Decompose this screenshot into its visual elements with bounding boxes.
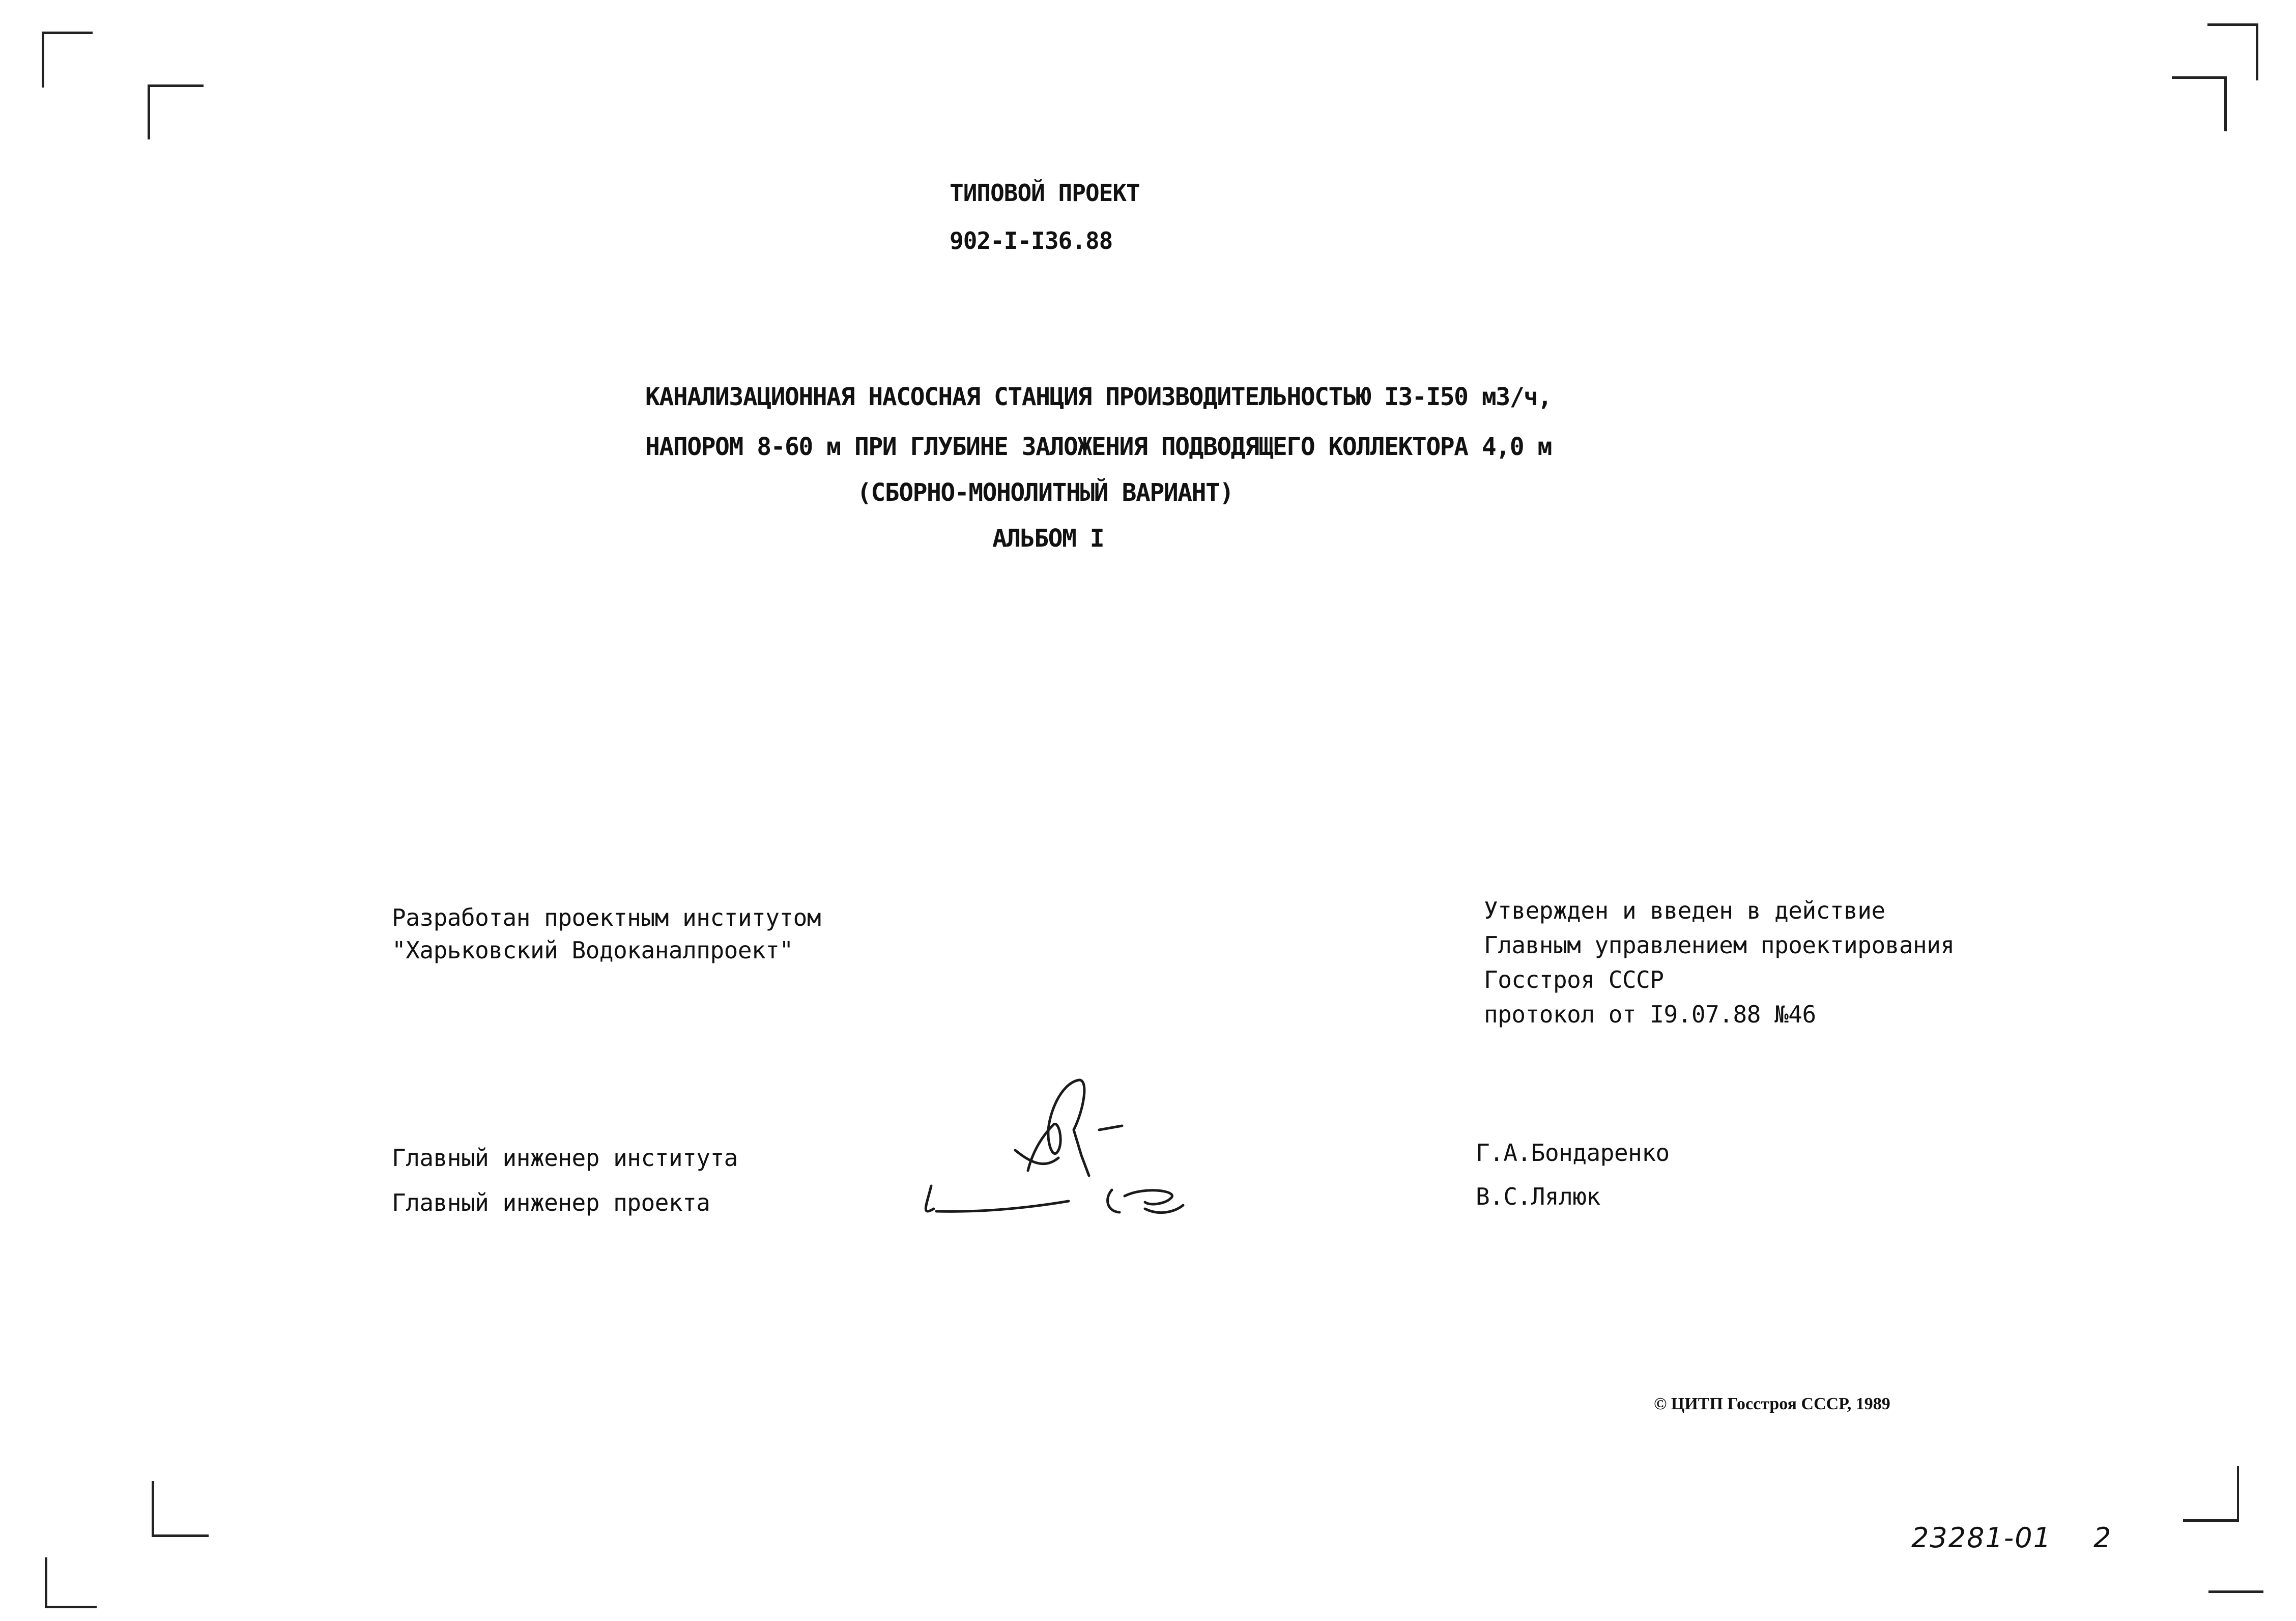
crop-mark-top-right-inner-h bbox=[2172, 76, 2227, 79]
signatory-role-2: Главный инженер проекта bbox=[392, 1189, 710, 1216]
album-label: АЛЬБОМ I bbox=[992, 524, 1104, 553]
title-line-1: КАНАЛИЗАЦИОННАЯ НАСОСНАЯ СТАНЦИЯ ПРОИЗВОДИТЕЛЬНОСТЬЮ I3-I50 м3/ч, bbox=[645, 383, 1552, 411]
crop-mark-bottom-right-outer-h bbox=[2208, 1590, 2263, 1593]
crop-mark-top-right-inner-v bbox=[2224, 76, 2227, 131]
crop-mark-top-left-inner-v bbox=[148, 84, 150, 139]
crop-mark-bottom-left-outer-h bbox=[45, 1606, 97, 1608]
crop-mark-bottom-left-outer-v bbox=[45, 1557, 47, 1608]
project-type: ТИПОВОЙ ПРОЕКТ bbox=[950, 179, 1140, 207]
approval-line-2: Главным управлением проектирования bbox=[1484, 931, 1955, 959]
project-number: 902-I-I36.88 bbox=[950, 227, 1113, 254]
signatory-role-1: Главный инженер института bbox=[392, 1144, 738, 1172]
approval-line-1: Утвержден и введен в действие bbox=[1484, 897, 1885, 924]
crop-mark-top-left-outer-v bbox=[42, 32, 44, 88]
crop-mark-top-left-outer-h bbox=[42, 32, 93, 34]
title-line-2: НАПОРОМ 8-60 м ПРИ ГЛУБИНЕ ЗАЛОЖЕНИЯ ПОДВОДЯЩЕГО КОЛЛЕКТОРА 4,0 м bbox=[645, 433, 1552, 461]
crop-mark-bottom-left-inner-h bbox=[152, 1534, 209, 1537]
page-number: 2 bbox=[2093, 1522, 2112, 1554]
developer-line-1: Разработан проектным институтом bbox=[392, 904, 821, 931]
copyright-notice: © ЦИТП Госстроя СССР, 1989 bbox=[1654, 1395, 1890, 1413]
crop-mark-bottom-right-inner-v bbox=[2237, 1466, 2239, 1522]
crop-mark-top-right-outer-v bbox=[2256, 23, 2258, 80]
crop-mark-bottom-left-inner-v bbox=[152, 1481, 154, 1537]
crop-mark-top-left-inner-h bbox=[148, 84, 204, 87]
signatory-name-2: В.С.Лялюк bbox=[1476, 1183, 1600, 1210]
document-number: 23281-01 bbox=[1911, 1522, 2052, 1554]
developer-line-2: "Харьковский Водоканалпроект" bbox=[392, 936, 793, 964]
signatory-name-1: Г.А.Бондаренко bbox=[1476, 1139, 1670, 1167]
approval-line-4: протокол от I9.07.88 №46 bbox=[1484, 1001, 1816, 1028]
handwritten-signature bbox=[906, 1069, 1191, 1232]
approval-line-3: Госстроя СССР bbox=[1484, 966, 1664, 993]
crop-mark-bottom-right-inner-h bbox=[2183, 1519, 2239, 1522]
title-line-3: (СБОРНО-МОНОЛИТНЫЙ ВАРИАНТ) bbox=[857, 478, 1233, 507]
crop-mark-top-right-outer-h bbox=[2207, 23, 2258, 26]
